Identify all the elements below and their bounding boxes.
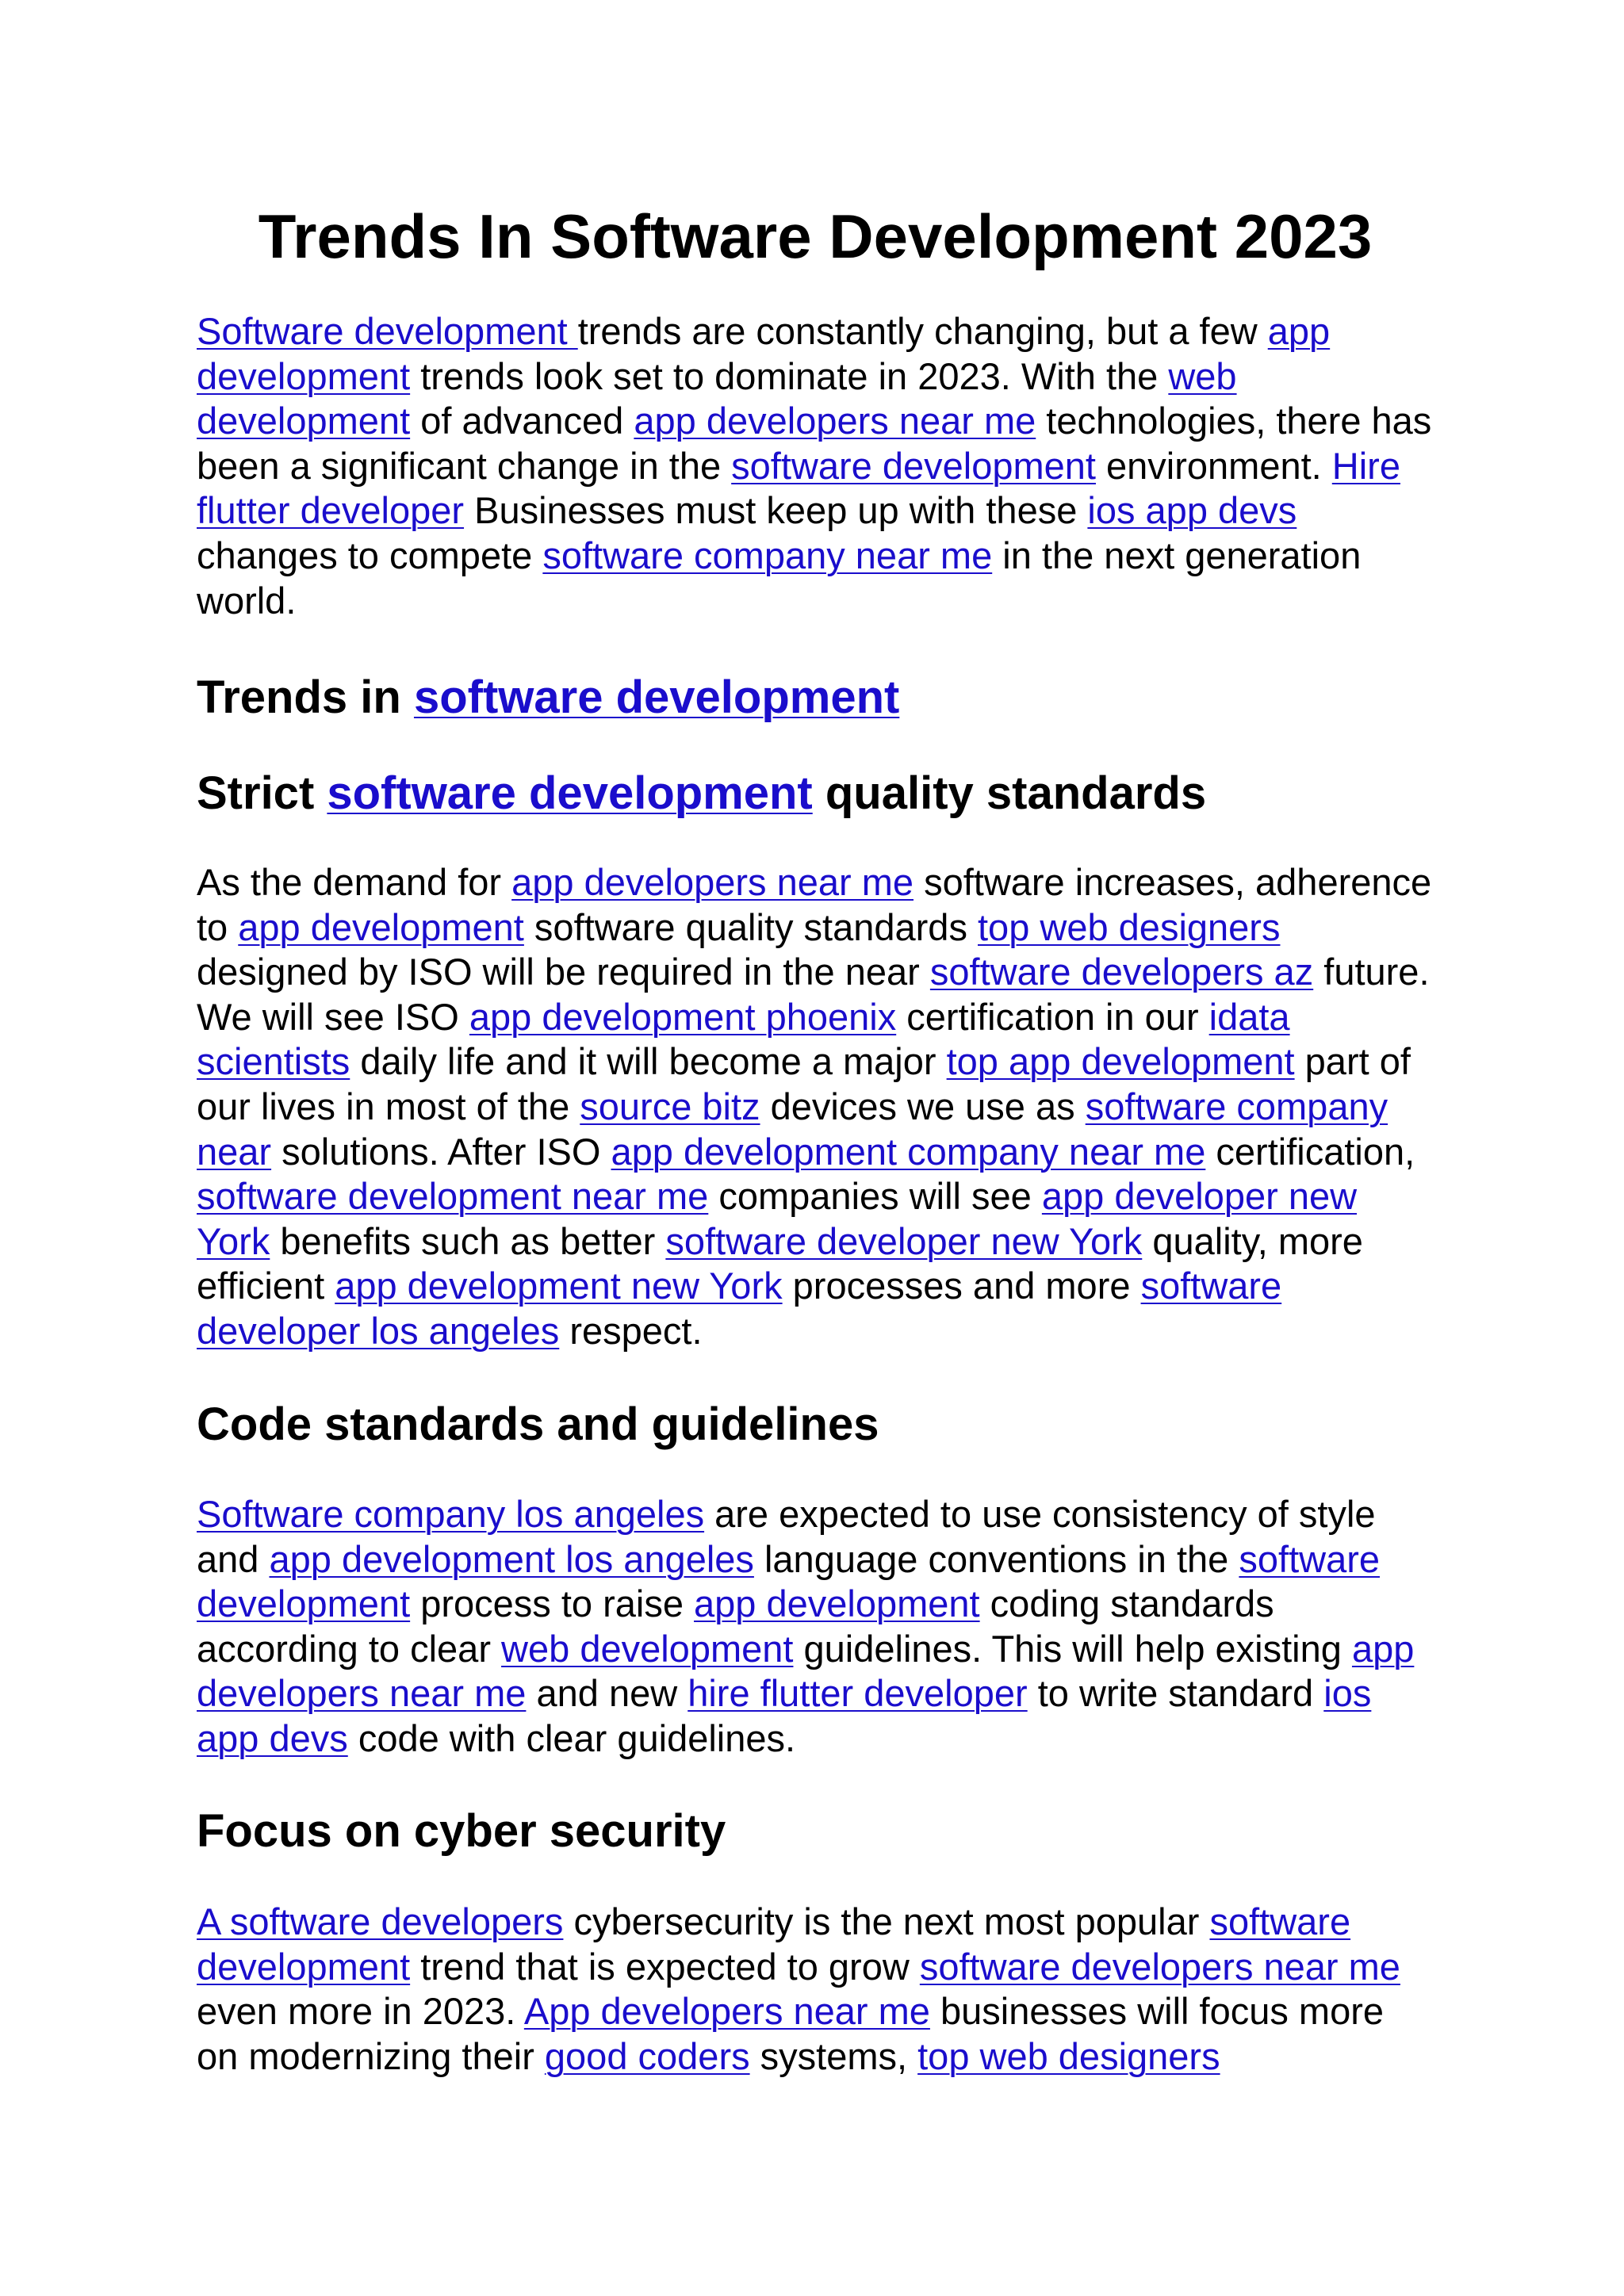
link-idata-scientists[interactable]: idata scientists: [197, 995, 1290, 1083]
link-software-development[interactable]: Software development: [197, 310, 578, 352]
text: respect.: [559, 1309, 703, 1352]
cyber-security-paragraph: [197, 1900, 1434, 2079]
text: part of our lives in most of the: [197, 1040, 1411, 1127]
link-source-bitz[interactable]: source bitz: [580, 1085, 760, 1127]
link-software-development[interactable]: software development: [197, 1900, 1351, 1988]
link-software-development[interactable]: software development: [731, 444, 1096, 487]
heading-prefix: Trends in: [197, 672, 414, 723]
text: cybersecurity is the next most popular: [563, 1900, 1210, 1942]
link-app-developers-near-me[interactable]: app developers near me: [511, 861, 914, 903]
link-app-development[interactable]: app development: [197, 310, 1331, 397]
link-top-app-development[interactable]: top app development: [946, 1040, 1295, 1083]
link-software-developers-az[interactable]: software developers az: [929, 951, 1314, 993]
text: solutions. After ISO: [271, 1130, 611, 1173]
text: technologies, there has been a significant change in the: [197, 400, 1432, 487]
link-software-development-near-me[interactable]: software development near me: [197, 1175, 709, 1218]
link-software-developers-near-me[interactable]: software developers near me: [919, 1945, 1400, 1988]
text: environment.: [1095, 444, 1332, 487]
text: processes and more: [782, 1265, 1141, 1307]
quality-standards-paragraph: [197, 860, 1434, 1354]
text: future. We will see ISO: [197, 951, 1430, 1038]
text: companies will see: [708, 1175, 1042, 1218]
text: coding standards according to clear: [197, 1582, 1274, 1670]
link-good-coders[interactable]: good coders: [544, 2034, 750, 2077]
link-app-development-new-york[interactable]: app development new York: [335, 1265, 783, 1307]
text: certification,: [1205, 1130, 1415, 1173]
heading-suffix: quality standards: [812, 767, 1207, 819]
link-top-web-designers[interactable]: top web designers: [978, 905, 1281, 948]
text: trend that is expected to grow: [410, 1945, 920, 1988]
text: benefits such as better: [270, 1219, 666, 1262]
link-software-developer-los-angeles[interactable]: software developer los angeles: [197, 1265, 1282, 1352]
text: guidelines. This will help existing: [793, 1627, 1352, 1670]
heading-strict-quality-standards: [197, 766, 1434, 821]
text: trends are constantly changing, but a few: [577, 310, 1268, 352]
text: code with clear guidelines.: [347, 1716, 796, 1759]
link-hire-flutter-developer[interactable]: Hire flutter developer: [197, 444, 1400, 532]
text: and new: [526, 1672, 688, 1715]
text: certification in our: [896, 995, 1209, 1038]
text: to write standard: [1027, 1672, 1324, 1715]
link-software-company-near-me[interactable]: software company near me: [542, 534, 993, 576]
text: businesses will focus more on modernizing their: [197, 1990, 1384, 2077]
heading-trends: [197, 670, 1434, 725]
link-top-web-designers[interactable]: top web designers: [917, 2034, 1220, 2077]
link-app-development[interactable]: app development: [694, 1582, 980, 1625]
text: trends look set to dominate in 2023. With the: [410, 354, 1169, 397]
link-software-developer-new-york[interactable]: software developer new York: [665, 1219, 1143, 1262]
text: language conventions in the: [753, 1537, 1239, 1580]
text: in the next generation world.: [197, 534, 1362, 622]
text: Businesses must keep up with these: [464, 489, 1088, 532]
link-ios-app-devs[interactable]: ios app devs: [197, 1672, 1372, 1759]
link-hire-flutter-developer[interactable]: hire flutter developer: [688, 1672, 1028, 1715]
page-title: Trends In Software Development 2023: [258, 201, 1373, 271]
link-app-developers-near-me[interactable]: app developers near me: [634, 400, 1036, 442]
text: changes to compete: [197, 534, 543, 576]
link-app-development[interactable]: app development: [238, 905, 524, 948]
text: devices we use as: [760, 1085, 1086, 1127]
heading-link-software-development[interactable]: software development: [413, 672, 900, 723]
link-a-software-developers[interactable]: A software developers: [197, 1900, 564, 1942]
heading-prefix: Strict: [197, 767, 327, 819]
intro-paragraph: [197, 309, 1434, 623]
heading-code-standards: Code standards and guidelines: [197, 1399, 879, 1450]
link-web-development[interactable]: web development: [501, 1627, 794, 1670]
link-app-developer-new-york[interactable]: app developer new York: [197, 1175, 1358, 1262]
link-app-development-los-angeles[interactable]: app development los angeles: [269, 1537, 754, 1580]
text: process to raise: [410, 1582, 695, 1625]
link-software-development[interactable]: software development: [197, 1537, 1381, 1625]
text: quality, more efficient: [197, 1219, 1363, 1307]
code-standards-paragraph: [197, 1492, 1434, 1762]
text: are expected to use consistency of style and: [197, 1493, 1376, 1580]
link-web-development[interactable]: web development: [197, 354, 1237, 442]
text: of advanced: [410, 400, 634, 442]
text: software increases, adherence to: [197, 861, 1432, 948]
link-software-company-los-angeles[interactable]: Software company los angeles: [197, 1493, 705, 1535]
heading-link-software-development[interactable]: software development: [327, 767, 813, 819]
text: designed by ISO will be required in the near: [197, 951, 930, 993]
link-app-developers-near-me[interactable]: app developers near me: [197, 1627, 1415, 1715]
text: daily life and it will become a major: [350, 1040, 947, 1083]
link-ios-app-devs[interactable]: ios app devs: [1087, 489, 1297, 532]
link-app-development-company-near-me[interactable]: app development company near me: [611, 1130, 1206, 1173]
text: software quality standards: [523, 905, 978, 948]
text: systems,: [749, 2034, 918, 2077]
heading-cyber-security: Focus on cyber security: [197, 1805, 726, 1857]
link-app-development-phoenix[interactable]: app development phoenix: [469, 995, 897, 1038]
text: As the demand for: [197, 861, 512, 903]
text: even more in 2023.: [197, 1990, 524, 2033]
link-software-company-near[interactable]: software company near: [197, 1085, 1388, 1173]
link-app-developers-near-me[interactable]: App developers near me: [523, 1990, 930, 2033]
